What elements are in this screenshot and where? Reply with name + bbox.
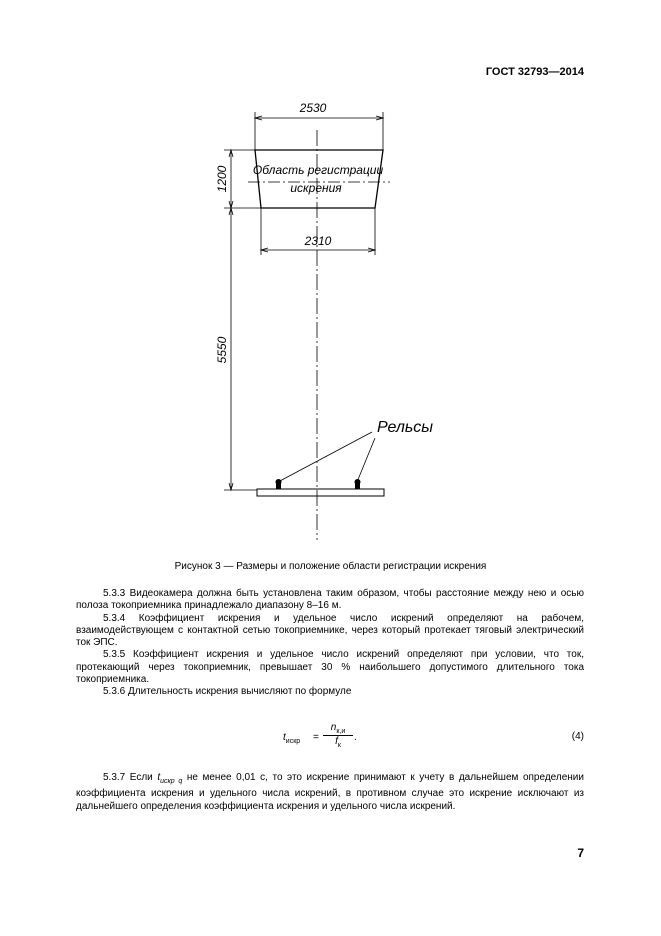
paragraph-5-3-7-block — [76, 772, 584, 813]
paragraph-5-3-3: 5.3.3 Видеокамера должна быть установлена таким образом, чтобы расстояние между нею и осью полоза токоприемника принадлежало диапазону 8–16 м. — [76, 588, 584, 612]
registration-area-outline — [252, 150, 384, 208]
area-label-line2: искрения — [290, 181, 342, 195]
dim-top-label: 2530 — [299, 101, 327, 115]
dim-bottom-label: 2310 — [304, 234, 332, 248]
paragraph-5-3-4: 5.3.4 Коэффициент искрения и удельное число искрений определяют на рабочем, взаимодействующем с контактной сетью токоприемнике, через который протекает тяговый электрический ток ЭПС. — [76, 612, 584, 649]
formula-denominator: $f_к$ — [323, 735, 353, 749]
rails-label: Рельсы — [377, 419, 434, 436]
paragraph-5-3-6: 5.3.6 Длительность искрения вычисляют по формуле — [103, 686, 352, 698]
dim-distance-label: 5550 — [215, 336, 229, 364]
formula-numerator: $n_{к,и}$ — [330, 722, 346, 735]
paragraphs-block — [76, 588, 584, 699]
formula-lhs: $t_{искр}$ — [283, 732, 301, 745]
paragraph-5-3-5: 5.3.5 Коэффициент искрения и удельное число искрений определяют при условии, что ток, протекающий через токоприемник, превышает 30 % наибольшего допустимого длительного тока токоприемника. — [76, 649, 584, 686]
area-label-line1: Область регистрации — [252, 163, 384, 177]
standard-number: ГОСТ 32793—2014 — [485, 66, 584, 78]
dim-height-label: 1200 — [215, 165, 229, 193]
page-number: 7 — [577, 846, 584, 860]
formula-period: . — [354, 732, 357, 743]
figure-caption: Рисунок 3 — Размеры и положение области регистрации искрения — [174, 561, 487, 572]
paragraph-5-3-7: 5.3.7 Если $t_{искр q}$ не менее 0,01 с, то это искрение принимают к учету в дальнейшем определении коэффициента искрения и удельного числа искрений, в противном случае это искрение исключают из дальнейшего определения коэффициента искрения и удельного числа искрений. — [76, 772, 584, 812]
formula-number: (4) — [571, 731, 584, 742]
formula-equals: = — [313, 732, 319, 743]
formula-4 — [283, 722, 403, 758]
sleeper — [257, 489, 384, 496]
formula-fraction — [323, 722, 353, 749]
